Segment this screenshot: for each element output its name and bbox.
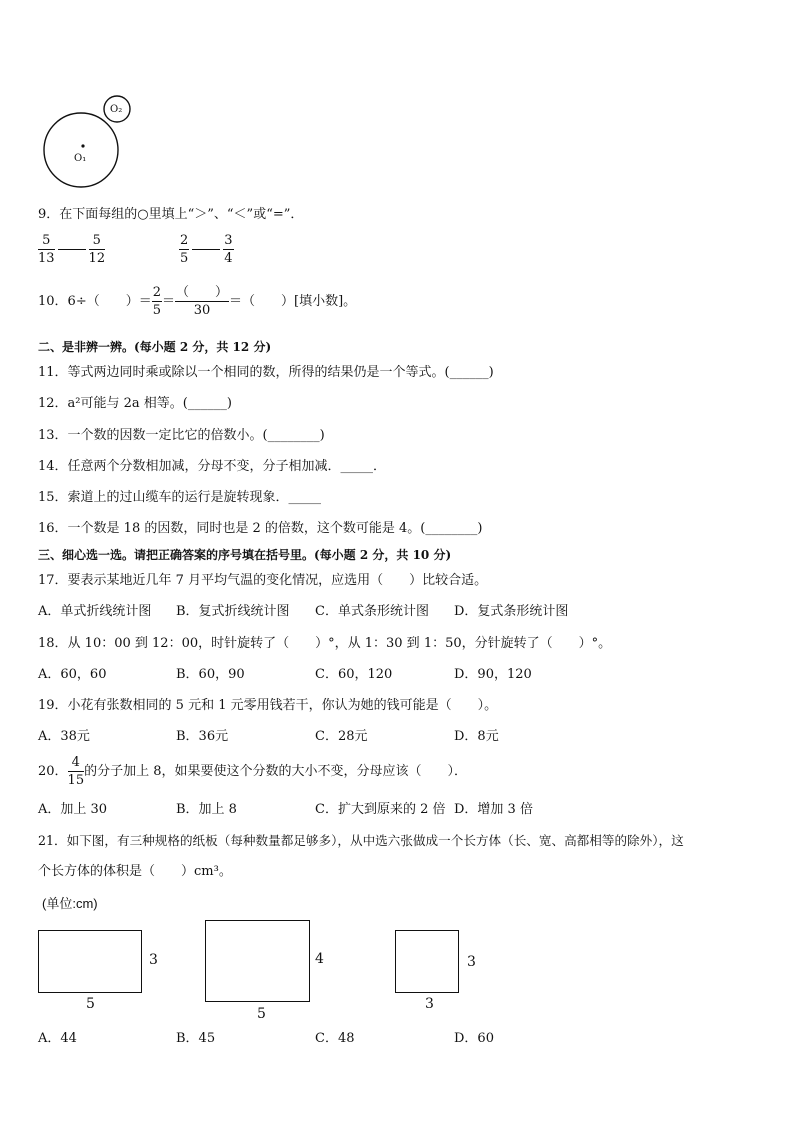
section-3-heading: 三、细心选一选。请把正确答案的序号填在括号里。(每小题 2 分，共 10 分): [38, 548, 452, 562]
q20-fraction-4-15: $\frac{4}{15}$: [67, 755, 85, 788]
large-circle: [44, 113, 118, 187]
q9-compare-blank-2[interactable]: [192, 249, 220, 250]
label-o2: O₂: [110, 104, 123, 115]
board-5x3: [38, 930, 142, 993]
board-2-width-label: 5: [257, 1006, 266, 1022]
board-5x4: [205, 920, 310, 1002]
q19-option-d[interactable]: D．8元: [454, 729, 499, 744]
section-2-heading: 二、是非辨一辨。(每小题 2 分，共 12 分): [38, 340, 272, 354]
q18-option-d[interactable]: D．90，120: [454, 667, 532, 682]
q20-option-a[interactable]: A．加上 30: [38, 802, 108, 817]
q17-option-c[interactable]: C．单式条形统计图: [315, 604, 429, 619]
q9-fraction-2-5: $\frac{2}{5}$: [180, 233, 189, 266]
q17-option-b[interactable]: B．复式折线统计图: [176, 604, 290, 619]
q19-option-a[interactable]: A．38元: [38, 729, 90, 744]
question-9: 9．在下面每组的○里填上“＞”、“＜”或“=”．: [38, 207, 304, 222]
board-1-height-label: 3: [149, 952, 158, 968]
q18-option-b[interactable]: B．60，90: [176, 667, 245, 682]
q17-option-d[interactable]: D．复式条形统计图: [454, 604, 569, 619]
q10-suffix: ＝（ ）[填小数]。: [229, 293, 357, 309]
q10-fraction-blank-30: $\frac{( )}{30}$: [176, 285, 229, 318]
question-17: 17．要表示某地近几年 7 月平均气温的变化情况，应选用（ ）比较合适。: [38, 573, 488, 588]
board-3-width-label: 3: [425, 996, 434, 1012]
q9-pair-2: [179, 233, 234, 266]
question-21-line-1: 21．如下图，有三种规格的纸板（每种数量都足够多），从中选六张做成一个长方体（长、宽、高都相等的除外），这: [38, 833, 684, 848]
board-1-width-label: 5: [86, 996, 95, 1012]
q19-option-b[interactable]: B．36元: [176, 729, 229, 744]
q9-compare-blank-1[interactable]: [58, 249, 86, 250]
label-o1: O₁: [74, 153, 87, 164]
q18-option-a[interactable]: A．60，60: [38, 667, 107, 682]
board-3-height-label: 3: [467, 954, 476, 970]
q21-option-b[interactable]: B．45: [176, 1031, 216, 1046]
board-2-height-label: 4: [315, 951, 324, 967]
question-19: 19．小花有张数相同的 5 元和 1 元零用钱若干，你认为她的钱可能是（ ）。: [38, 698, 498, 713]
q18-option-c[interactable]: C．60，120: [315, 667, 393, 682]
q20-option-b[interactable]: B．加上 8: [176, 802, 237, 817]
center-dot: [81, 144, 84, 147]
question-11: 11．等式两边同时乘或除以一个相同的数，所得的结果仍是一个等式。(______): [38, 365, 494, 380]
q21-option-c[interactable]: C．48: [315, 1031, 355, 1046]
question-15: 15．索道上的过山缆车的运行是旋转现象．_____: [38, 490, 322, 505]
q20-text: 的分子加上 8，如果要使这个分数的大小不变，分母应该（ ）．: [84, 763, 467, 779]
q10-equals: ＝: [162, 293, 176, 309]
q21-option-a[interactable]: A．44: [38, 1031, 77, 1046]
q17-option-a[interactable]: A．单式折线统计图: [38, 604, 152, 619]
question-12: 12．a²可能与 2a 相等。(______): [38, 396, 232, 411]
question-13: 13．一个数的因数一定比它的倍数小。(________): [38, 428, 325, 443]
q9-fraction-3-4: $\frac{3}{4}$: [224, 233, 233, 266]
q19-option-c[interactable]: C．28元: [315, 729, 368, 744]
q9-fraction-5-13: $\frac{5}{13}$: [38, 233, 55, 266]
q9-fraction-5-12: $\frac{5}{12}$: [88, 233, 106, 266]
unit-label: (单位:cm): [42, 896, 98, 911]
circles-figure: [40, 92, 140, 192]
question-10: [38, 285, 356, 318]
question-21-line-2: 个长方体的体积是（ ）cm³。: [38, 864, 232, 879]
board-3x3: [395, 930, 459, 993]
question-16: 16．一个数是 18 的因数，同时也是 2 的倍数，这个数可能是 4。(________): [38, 521, 483, 536]
q10-prefix: 10．6÷（ ）＝: [38, 293, 152, 309]
q20-prefix: 20．: [38, 763, 68, 779]
q10-fraction-2-5: $\frac{2}{5}$: [152, 285, 161, 318]
q21-option-d[interactable]: D．60: [454, 1031, 494, 1046]
q20-option-c[interactable]: C．扩大到原来的 2 倍: [315, 802, 446, 817]
question-14: 14．任意两个分数相加减，分母不变，分子相加减．_____．: [38, 459, 387, 474]
question-18: 18．从 10：00 到 12：00，时针旋转了（ ）°，从 1：30 到 1：50，分针旋转了（ ）°。: [38, 636, 612, 651]
q9-pair-1: [38, 233, 105, 266]
q20-option-d[interactable]: D．增加 3 倍: [454, 802, 533, 817]
question-20: [38, 755, 467, 788]
